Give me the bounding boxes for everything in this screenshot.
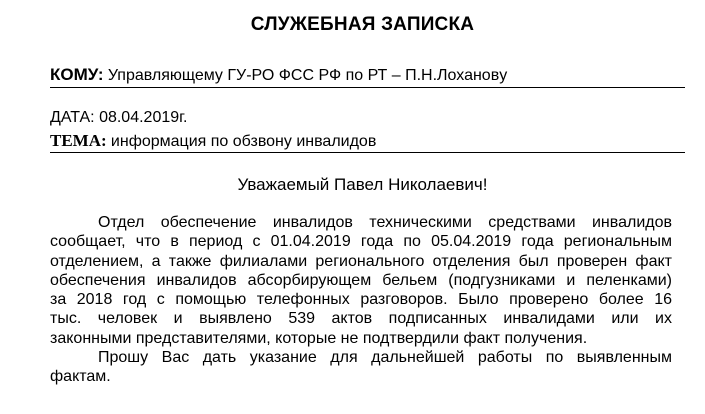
recipient-label: КОМУ:: [50, 65, 104, 84]
memo-body: [50, 213, 672, 387]
divider-recipient: [50, 87, 685, 88]
subject-line: [50, 131, 682, 152]
body-line: законными представителями, которые не подтвердили факт получения.: [50, 329, 588, 347]
subject-value: информация по обзвону инвалидов: [110, 133, 377, 150]
greeting: Уважаемый Павел Николаевич!: [237, 175, 488, 194]
memo-title: СЛУЖЕБНАЯ ЗАПИСКА: [250, 14, 475, 35]
recipient-line: [50, 65, 682, 86]
body-line: обеспечения инвалидов абсорбирующем бельем (подгузниками и пеленками): [50, 271, 672, 289]
recipient-value: Управляющему ГУ-РО ФСС РФ по РТ – П.Н.Лохановy: [107, 67, 508, 84]
divider-subject: [50, 152, 685, 153]
subject-label: ТЕМА:: [50, 131, 107, 150]
body-line: сообщает, что в период с 01.04.2019 года по 05.04.2019 года региональным: [50, 233, 672, 251]
body-line: отделением, а также филиалами регионального отделения был проверен факт: [50, 252, 672, 270]
body-line: Отдел обеспечение инвалидов техническими средствами инвалидов: [98, 214, 672, 231]
body-line: за 2018 год с помощью телефонных разговоров. Было проверено более 16: [50, 291, 672, 309]
body-line: тыс. человек и выявлено 539 актов подписанных инвалидами или их: [50, 310, 672, 328]
body-line: Прошу Вас дать указание для дальнейшей работы по выявленным: [98, 349, 672, 367]
body-line: фактам.: [50, 368, 111, 386]
date-line: ДАТА: 08.04.2019г.: [50, 109, 188, 126]
